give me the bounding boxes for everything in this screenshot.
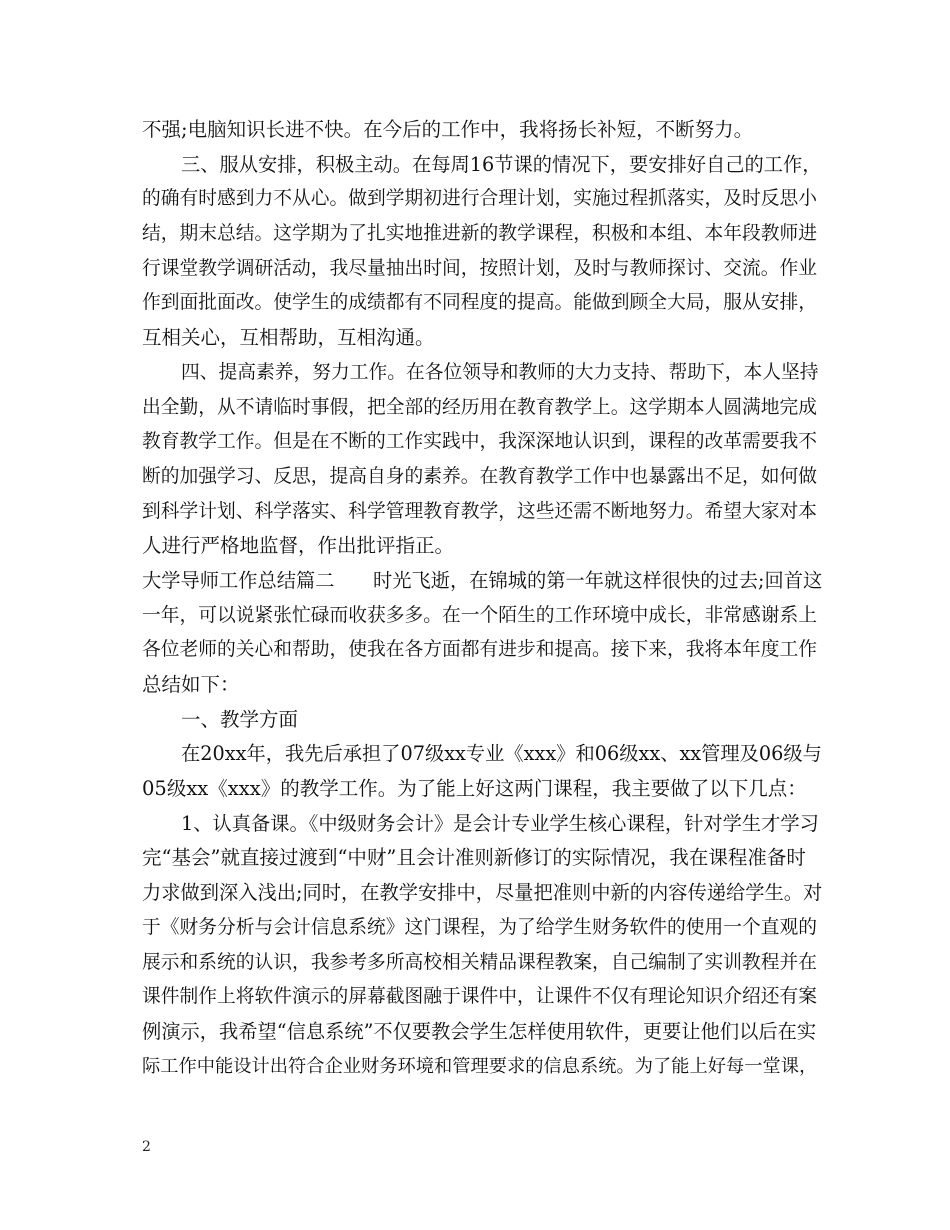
text-line: 力求做到深入浅出;同时，在教学安排中，尽量把准则中新的内容传递给学生。对 — [142, 881, 823, 905]
text-line: 四、提高素养，努力工作。在各位领导和教师的大力支持、帮助下，本人坚持 — [181, 361, 819, 383]
text-line: 展示和系统的认识，我参考多所高校相关精品课程教案，自己编制了实训教程并在 — [142, 951, 817, 973]
text-line: 教育教学工作。但是在不断的工作实践中，我深深地认识到，课程的改革需要我不 — [142, 431, 817, 453]
text-line: 课件制作上将软件演示的屏幕截图融于课件中，让课件不仅有理论知识介绍还有案 — [142, 986, 817, 1008]
text-line: 的确有时感到力不从心。做到学期初进行合理计划，实施过程抓落实，及时反思小 — [142, 188, 817, 210]
text-line: 例演示，我希望“信息系统”不仅要教会学生怎样使用软件，更要让他们以后在实 — [142, 1019, 817, 1043]
text-line: 行课堂教学调研活动，我尽量抽出时间，按照计划，及时与教师探讨、交流。作业 — [142, 257, 817, 279]
text-line: 到科学计划、科学落实、科学管理教育教学，这些还需不断地努力。希望大家对本 — [142, 500, 817, 522]
text-line: 际工作中能设计出符合企业财务环境和管理要求的信息系统。为了能上好每一堂课， — [142, 1055, 818, 1077]
text-line: 一、教学方面 — [181, 707, 299, 731]
text-line: 结，期末总结。这学期为了扎实地推进新的教学课程，积极和本组、本年段教师进 — [142, 223, 817, 245]
text-line: 出全勤，从不请临时事假，把全部的经历用在教育教学上。这学期本人圆满地完成 — [142, 396, 817, 418]
text-line: 于《财务分析与会计信息系统》这门课程，为了给学生财务软件的使用一个直观的 — [142, 916, 817, 938]
text-line: 1、认真备课。《中级财务会计》是会计专业学生核心课程，针对学生才学习 — [181, 811, 819, 835]
text-line: 人进行严格地监督，作出批评指正。 — [142, 534, 455, 558]
text-line: 互相关心，互相帮助，互相沟通。 — [142, 326, 435, 350]
page-number: 2 — [142, 1139, 151, 1155]
text-line: 完“基会”就直接过渡到“中财”且会计准则新修订的实际情况，我在课程准备时 — [142, 846, 806, 870]
text-line: 不强;电脑知识长进不快。在今后的工作中，我将扬长补短，不断努力。 — [142, 118, 754, 141]
text-line: 在20xx年，我先后承担了07级xx专业《xxx》和06级xx、xx管理及06级与 — [181, 742, 822, 766]
text-line: 大学导师工作总结篇二 时光飞逝，在锦城的第一年就这样很快的过去;回首这 — [142, 568, 823, 592]
text-line: 断的加强学习、反思，提高自身的素养。在教育教学工作中也暴露出不足，如何做 — [142, 465, 817, 487]
text-line: 各位老师的关心和帮助，使我在各方面都有进步和提高。接下来，我将本年度工作 — [142, 639, 817, 661]
document-body — [142, 113, 822, 1084]
text-line: 05级xx《xxx》的教学工作。为了能上好这两门课程，我主要做了以下几点： — [142, 777, 807, 801]
text-line: 作到面批面改。使学生的成绩都有不同程度的提高。能做到顾全大局，服从安排， — [142, 292, 817, 314]
text-line: 一年，可以说紧张忙碌而收获多多。在一个陌生的工作环境中成长，非常感谢系上 — [142, 604, 817, 626]
text-line: 总结如下： — [142, 673, 240, 696]
text-line: 三、服从安排，积极主动。在每周16节课的情况下，要安排好自己的工作， — [181, 152, 822, 176]
